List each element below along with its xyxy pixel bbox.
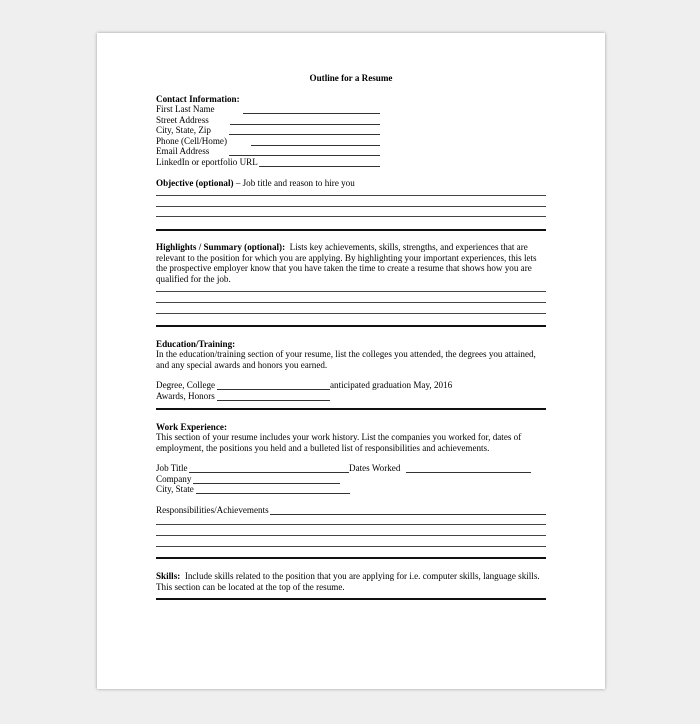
contact-field-city: City, State, Zip xyxy=(156,125,211,136)
work-city-line xyxy=(196,493,350,494)
contact-field-url: LinkedIn or eportfolio URL xyxy=(156,157,258,168)
contact-city-line xyxy=(229,134,380,135)
highlights-rule-1 xyxy=(156,291,546,292)
contact-phone-line xyxy=(251,145,380,146)
objective-text: – Job title and reason to hire you xyxy=(233,178,355,188)
work-rule-3 xyxy=(156,546,546,547)
highlights-heading: Highlights / Summary (optional): xyxy=(156,242,286,252)
contact-street-line xyxy=(230,124,380,125)
contact-heading: Contact Information: xyxy=(156,94,240,104)
work-city-row: City, State xyxy=(156,484,194,495)
highlights-rule-3 xyxy=(156,313,546,314)
objective-rule-2 xyxy=(156,206,546,207)
education-awards-row: Awards, Honors xyxy=(156,391,215,402)
objective-line xyxy=(156,178,355,189)
highlights-paragraph: Highlights / Summary (optional): Lists key achievements, skills, strengths, and experiences that are relevant to the position for which you are applying. By highlighting your important experiences, this lets the prospective employer know that you have taken the time to create a resume that shows how you are qualified for the job. xyxy=(156,242,537,284)
work-rule-2 xyxy=(156,535,546,536)
objective-rule-3 xyxy=(156,216,546,217)
section-divider xyxy=(156,408,546,410)
contact-email-line xyxy=(229,155,380,156)
degree-line xyxy=(217,389,330,390)
document-page xyxy=(97,33,605,689)
education-degree-row: Degree, College anticipated graduation May, 2016 xyxy=(156,380,453,390)
work-jobtitle-row: Job Title Dates Worked xyxy=(156,463,188,474)
contact-field-street: Street Address xyxy=(156,115,209,126)
contact-field-phone: Phone (Cell/Home) xyxy=(156,136,227,147)
awards-line xyxy=(217,400,330,401)
contact-field-name: First Last Name xyxy=(156,104,215,115)
education-paragraph: In the education/training section of your resume, list the colleges you attended, the degrees you attained, and any special awards and honors you earned. xyxy=(156,349,536,370)
document-title: Outline for a Resume xyxy=(309,73,393,83)
contact-name-line xyxy=(243,113,380,114)
section-divider xyxy=(156,229,546,231)
objective-heading: Objective (optional) xyxy=(156,178,234,188)
section-divider xyxy=(156,325,546,327)
skills-heading: Skills: xyxy=(156,571,181,581)
work-rule-1 xyxy=(156,524,546,525)
section-divider xyxy=(156,557,546,559)
section-divider xyxy=(156,598,546,600)
dates-worked-line xyxy=(406,472,531,473)
work-heading: Work Experience: xyxy=(156,422,227,432)
work-responsibilities-row: Responsibilities/Achievements xyxy=(156,505,269,516)
contact-url-line xyxy=(259,166,380,167)
education-heading: Education/Training: xyxy=(156,339,236,349)
work-paragraph: This section of your resume includes your work history. List the companies you worked for, dates of employment, the positions you held and a bulleted list of responsibilities and achievements. xyxy=(156,432,522,453)
objective-rule-1 xyxy=(156,195,546,196)
responsibilities-line xyxy=(270,514,546,515)
skills-paragraph: Skills: Include skills related to the position that you are applying for i.e. computer skills, language skills. This section can be located at the top of the resume. xyxy=(156,571,540,592)
job-title-line xyxy=(189,472,349,473)
work-company-row: Company xyxy=(156,474,191,485)
company-line xyxy=(193,483,340,484)
highlights-rule-2 xyxy=(156,302,546,303)
contact-field-email: Email Address xyxy=(156,146,209,157)
